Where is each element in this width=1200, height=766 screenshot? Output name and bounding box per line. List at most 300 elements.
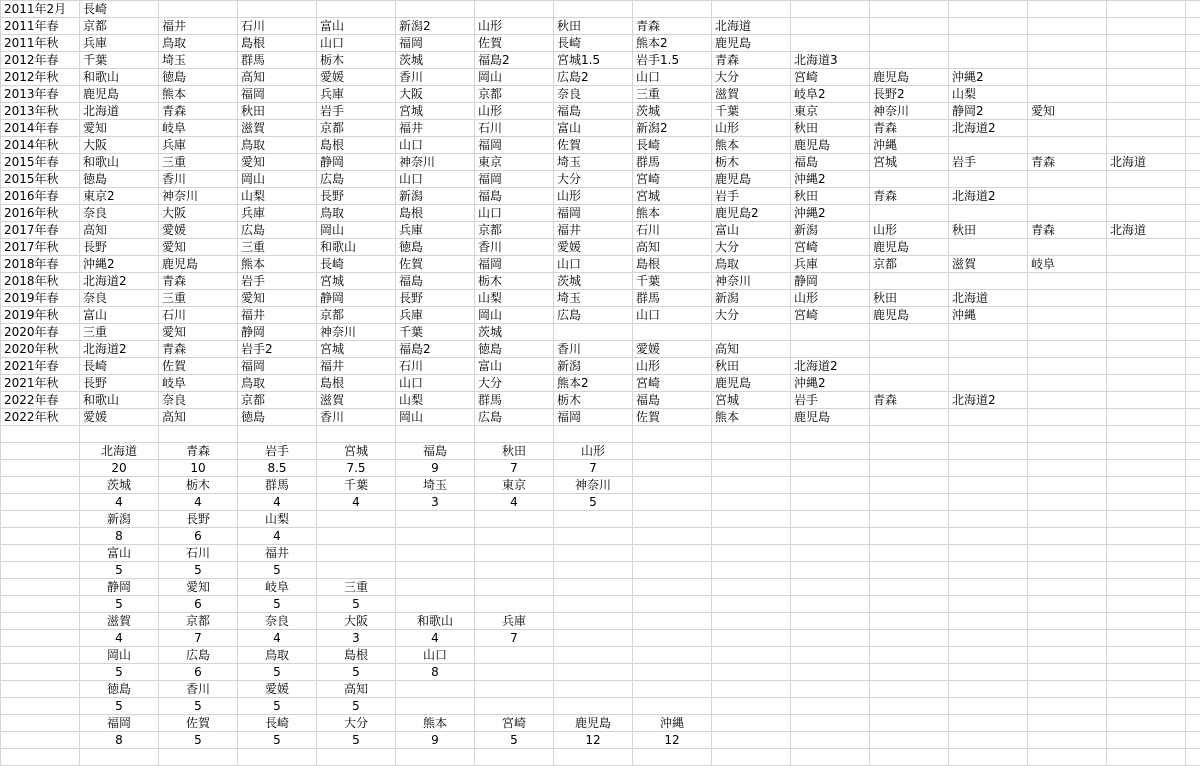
sheet-cell[interactable]: 福岡 (475, 171, 554, 188)
sheet-cell[interactable]: 岐阜2 (791, 86, 870, 103)
term-cell[interactable] (1, 715, 80, 732)
sheet-cell[interactable] (475, 545, 554, 562)
sheet-cell[interactable]: 大阪 (317, 613, 396, 630)
sheet-cell[interactable] (949, 443, 1028, 460)
sheet-cell[interactable] (1186, 477, 1200, 494)
sheet-cell[interactable]: 茨城 (396, 52, 475, 69)
sheet-cell[interactable] (870, 443, 949, 460)
sheet-cell[interactable]: 青森 (870, 392, 949, 409)
sheet-cell[interactable] (870, 698, 949, 715)
sheet-cell[interactable] (238, 749, 317, 766)
sheet-cell[interactable]: 沖縄2 (80, 256, 159, 273)
sheet-cell[interactable]: 北海道 (712, 18, 791, 35)
sheet-cell[interactable] (791, 613, 870, 630)
sheet-cell[interactable] (317, 545, 396, 562)
sheet-cell[interactable] (633, 698, 712, 715)
sheet-cell[interactable]: 7 (475, 630, 554, 647)
sheet-cell[interactable]: 8 (80, 528, 159, 545)
term-cell[interactable] (1, 579, 80, 596)
sheet-cell[interactable] (475, 1, 554, 18)
term-cell[interactable] (1, 596, 80, 613)
sheet-cell[interactable]: 鹿児島 (159, 256, 238, 273)
sheet-cell[interactable]: 青森 (712, 52, 791, 69)
sheet-cell[interactable]: 埼玉 (159, 52, 238, 69)
sheet-cell[interactable]: 三重 (159, 290, 238, 307)
sheet-cell[interactable]: 宮崎 (791, 307, 870, 324)
sheet-cell[interactable] (949, 137, 1028, 154)
sheet-cell[interactable]: 愛知 (1028, 103, 1107, 120)
sheet-cell[interactable]: 20 (80, 460, 159, 477)
sheet-cell[interactable]: 徳島 (396, 239, 475, 256)
sheet-cell[interactable]: 北海道2 (80, 273, 159, 290)
sheet-cell[interactable]: 埼玉 (396, 477, 475, 494)
sheet-cell[interactable] (633, 443, 712, 460)
sheet-cell[interactable]: 滋賀 (317, 392, 396, 409)
sheet-cell[interactable] (949, 698, 1028, 715)
sheet-cell[interactable] (554, 511, 633, 528)
sheet-cell[interactable] (1028, 18, 1107, 35)
sheet-cell[interactable] (791, 630, 870, 647)
sheet-cell[interactable]: 愛知 (159, 239, 238, 256)
sheet-cell[interactable]: 4 (80, 494, 159, 511)
sheet-cell[interactable] (554, 664, 633, 681)
sheet-cell[interactable]: 兵庫 (396, 222, 475, 239)
sheet-cell[interactable] (317, 528, 396, 545)
sheet-cell[interactable] (80, 426, 159, 443)
sheet-cell[interactable] (1107, 375, 1186, 392)
sheet-cell[interactable] (1028, 664, 1107, 681)
sheet-cell[interactable] (1186, 715, 1200, 732)
sheet-cell[interactable] (80, 749, 159, 766)
sheet-cell[interactable] (791, 494, 870, 511)
sheet-cell[interactable] (870, 18, 949, 35)
sheet-cell[interactable] (712, 1, 791, 18)
sheet-cell[interactable] (949, 749, 1028, 766)
sheet-cell[interactable]: 兵庫 (396, 307, 475, 324)
sheet-cell[interactable]: 5 (80, 664, 159, 681)
sheet-cell[interactable] (1107, 188, 1186, 205)
sheet-cell[interactable] (1028, 341, 1107, 358)
sheet-cell[interactable] (1107, 647, 1186, 664)
sheet-cell[interactable]: 山口 (396, 375, 475, 392)
sheet-cell[interactable] (633, 579, 712, 596)
sheet-cell[interactable]: 石川 (159, 545, 238, 562)
sheet-cell[interactable]: 福井 (159, 18, 238, 35)
sheet-cell[interactable]: 4 (238, 494, 317, 511)
sheet-cell[interactable]: 青森 (1028, 222, 1107, 239)
sheet-cell[interactable]: 栃木 (159, 477, 238, 494)
sheet-cell[interactable]: 島根 (317, 137, 396, 154)
sheet-cell[interactable]: 熊本 (159, 86, 238, 103)
sheet-cell[interactable]: 富山 (475, 358, 554, 375)
term-cell[interactable]: 2012年春 (1, 52, 80, 69)
sheet-cell[interactable] (396, 562, 475, 579)
sheet-cell[interactable] (949, 358, 1028, 375)
sheet-cell[interactable]: 京都 (238, 392, 317, 409)
sheet-cell[interactable]: 千葉 (712, 103, 791, 120)
sheet-cell[interactable]: 富山 (80, 545, 159, 562)
sheet-cell[interactable] (1186, 290, 1200, 307)
sheet-cell[interactable] (791, 426, 870, 443)
sheet-cell[interactable] (1028, 205, 1107, 222)
sheet-cell[interactable] (949, 18, 1028, 35)
term-cell[interactable]: 2016年秋 (1, 205, 80, 222)
sheet-cell[interactable]: 京都 (475, 86, 554, 103)
sheet-cell[interactable]: 静岡 (317, 290, 396, 307)
sheet-cell[interactable]: 京都 (317, 120, 396, 137)
sheet-cell[interactable] (712, 494, 791, 511)
sheet-cell[interactable] (1186, 205, 1200, 222)
sheet-cell[interactable]: 5 (159, 562, 238, 579)
sheet-cell[interactable]: 山梨 (396, 392, 475, 409)
sheet-cell[interactable] (949, 613, 1028, 630)
sheet-cell[interactable]: 長崎 (80, 1, 159, 18)
sheet-cell[interactable] (791, 460, 870, 477)
sheet-cell[interactable]: 奈良 (80, 290, 159, 307)
sheet-cell[interactable]: 宮城 (633, 188, 712, 205)
sheet-cell[interactable] (949, 52, 1028, 69)
sheet-cell[interactable] (949, 239, 1028, 256)
sheet-cell[interactable]: 4 (159, 494, 238, 511)
sheet-cell[interactable] (1107, 307, 1186, 324)
sheet-cell[interactable]: 山口 (396, 647, 475, 664)
sheet-cell[interactable]: 和歌山 (80, 69, 159, 86)
sheet-cell[interactable]: 京都 (475, 222, 554, 239)
sheet-cell[interactable] (870, 171, 949, 188)
sheet-cell[interactable] (633, 630, 712, 647)
sheet-cell[interactable]: 群馬 (633, 154, 712, 171)
sheet-cell[interactable]: 北海道 (80, 443, 159, 460)
sheet-cell[interactable]: 佐賀 (396, 256, 475, 273)
sheet-cell[interactable] (870, 562, 949, 579)
sheet-cell[interactable] (1028, 715, 1107, 732)
sheet-cell[interactable] (949, 562, 1028, 579)
sheet-cell[interactable] (1107, 120, 1186, 137)
sheet-cell[interactable]: 4 (475, 494, 554, 511)
sheet-cell[interactable] (791, 545, 870, 562)
sheet-cell[interactable]: 5 (80, 698, 159, 715)
sheet-cell[interactable] (396, 511, 475, 528)
sheet-cell[interactable] (791, 324, 870, 341)
sheet-cell[interactable]: 京都 (870, 256, 949, 273)
sheet-cell[interactable] (712, 426, 791, 443)
sheet-cell[interactable]: 福岡 (238, 86, 317, 103)
sheet-cell[interactable]: 宮城 (396, 103, 475, 120)
sheet-cell[interactable]: 神奈川 (712, 273, 791, 290)
term-cell[interactable] (1, 545, 80, 562)
sheet-cell[interactable] (633, 426, 712, 443)
sheet-cell[interactable] (949, 409, 1028, 426)
sheet-cell[interactable] (1107, 749, 1186, 766)
sheet-cell[interactable]: 新潟 (791, 222, 870, 239)
sheet-cell[interactable] (870, 732, 949, 749)
sheet-cell[interactable] (712, 681, 791, 698)
sheet-cell[interactable]: 香川 (475, 239, 554, 256)
term-cell[interactable]: 2014年秋 (1, 137, 80, 154)
sheet-cell[interactable]: 福井 (238, 545, 317, 562)
sheet-cell[interactable] (870, 375, 949, 392)
sheet-cell[interactable]: 広島 (159, 647, 238, 664)
sheet-cell[interactable]: 沖縄 (633, 715, 712, 732)
sheet-cell[interactable]: 4 (317, 494, 396, 511)
sheet-cell[interactable] (475, 681, 554, 698)
sheet-cell[interactable]: 4 (396, 630, 475, 647)
sheet-cell[interactable]: 熊本 (712, 409, 791, 426)
sheet-cell[interactable]: 徳島 (159, 69, 238, 86)
sheet-cell[interactable]: 長崎 (633, 137, 712, 154)
sheet-cell[interactable]: 福島2 (475, 52, 554, 69)
term-cell[interactable]: 2018年春 (1, 256, 80, 273)
sheet-cell[interactable]: 長野 (317, 188, 396, 205)
sheet-cell[interactable] (1107, 392, 1186, 409)
sheet-cell[interactable] (159, 426, 238, 443)
sheet-cell[interactable]: 愛媛 (238, 681, 317, 698)
sheet-cell[interactable]: 山口 (633, 307, 712, 324)
sheet-cell[interactable]: 宮崎 (633, 171, 712, 188)
term-cell[interactable] (1, 443, 80, 460)
sheet-cell[interactable]: 福島 (396, 443, 475, 460)
sheet-cell[interactable]: 新潟 (396, 188, 475, 205)
sheet-cell[interactable] (475, 749, 554, 766)
sheet-cell[interactable]: 6 (159, 664, 238, 681)
sheet-cell[interactable]: 広島 (554, 307, 633, 324)
sheet-cell[interactable]: 静岡2 (949, 103, 1028, 120)
term-cell[interactable]: 2012年秋 (1, 69, 80, 86)
sheet-cell[interactable]: 佐賀 (554, 137, 633, 154)
sheet-cell[interactable]: 宮崎 (791, 239, 870, 256)
sheet-cell[interactable] (1028, 188, 1107, 205)
sheet-cell[interactable]: 京都 (317, 307, 396, 324)
sheet-cell[interactable]: 7.5 (317, 460, 396, 477)
sheet-cell[interactable] (1028, 290, 1107, 307)
sheet-cell[interactable]: 4 (238, 528, 317, 545)
sheet-cell[interactable]: 青森 (1028, 154, 1107, 171)
term-cell[interactable]: 2015年秋 (1, 171, 80, 188)
sheet-cell[interactable]: 栃木 (712, 154, 791, 171)
sheet-cell[interactable]: 秋田 (791, 188, 870, 205)
sheet-cell[interactable]: 石川 (396, 358, 475, 375)
sheet-cell[interactable] (870, 579, 949, 596)
sheet-cell[interactable] (1107, 732, 1186, 749)
sheet-cell[interactable] (1186, 698, 1200, 715)
sheet-cell[interactable]: 北海道 (949, 290, 1028, 307)
sheet-cell[interactable]: 熊本 (238, 256, 317, 273)
sheet-cell[interactable]: 静岡 (317, 154, 396, 171)
sheet-cell[interactable] (554, 1, 633, 18)
sheet-cell[interactable] (1107, 1, 1186, 18)
sheet-cell[interactable] (1186, 375, 1200, 392)
sheet-cell[interactable] (1107, 256, 1186, 273)
sheet-cell[interactable] (1107, 613, 1186, 630)
sheet-cell[interactable] (870, 647, 949, 664)
term-cell[interactable]: 2015年春 (1, 154, 80, 171)
sheet-cell[interactable]: 大分 (554, 171, 633, 188)
term-cell[interactable] (1, 698, 80, 715)
sheet-cell[interactable]: 福島 (791, 154, 870, 171)
sheet-cell[interactable] (712, 579, 791, 596)
sheet-cell[interactable]: 岩手 (238, 443, 317, 460)
sheet-cell[interactable]: 熊本 (633, 205, 712, 222)
sheet-cell[interactable]: 三重 (633, 86, 712, 103)
sheet-cell[interactable]: 福島 (396, 273, 475, 290)
sheet-cell[interactable] (791, 477, 870, 494)
sheet-cell[interactable] (870, 35, 949, 52)
sheet-cell[interactable]: 愛知 (159, 579, 238, 596)
sheet-cell[interactable]: 千葉 (633, 273, 712, 290)
sheet-cell[interactable] (1186, 664, 1200, 681)
sheet-cell[interactable] (633, 596, 712, 613)
sheet-cell[interactable] (791, 749, 870, 766)
sheet-cell[interactable]: 香川 (554, 341, 633, 358)
sheet-cell[interactable] (1186, 409, 1200, 426)
sheet-cell[interactable] (554, 698, 633, 715)
sheet-cell[interactable] (1186, 630, 1200, 647)
sheet-cell[interactable] (1028, 375, 1107, 392)
sheet-cell[interactable] (1186, 86, 1200, 103)
sheet-cell[interactable]: 新潟2 (633, 120, 712, 137)
sheet-cell[interactable] (1107, 69, 1186, 86)
sheet-cell[interactable]: 6 (159, 528, 238, 545)
sheet-cell[interactable]: 福井 (317, 358, 396, 375)
sheet-cell[interactable] (1028, 494, 1107, 511)
sheet-cell[interactable] (554, 630, 633, 647)
sheet-cell[interactable]: 新潟 (80, 511, 159, 528)
sheet-cell[interactable] (949, 715, 1028, 732)
sheet-cell[interactable]: 三重 (238, 239, 317, 256)
sheet-cell[interactable]: 宮崎 (475, 715, 554, 732)
sheet-cell[interactable]: 鳥取 (317, 205, 396, 222)
sheet-cell[interactable] (949, 205, 1028, 222)
sheet-cell[interactable] (317, 749, 396, 766)
sheet-cell[interactable] (1186, 222, 1200, 239)
sheet-cell[interactable]: 佐賀 (633, 409, 712, 426)
sheet-cell[interactable] (317, 1, 396, 18)
sheet-cell[interactable]: 山口 (475, 205, 554, 222)
sheet-cell[interactable] (949, 732, 1028, 749)
sheet-cell[interactable] (1107, 562, 1186, 579)
sheet-cell[interactable]: 埼玉 (554, 290, 633, 307)
sheet-cell[interactable]: 栃木 (554, 392, 633, 409)
sheet-cell[interactable] (633, 664, 712, 681)
sheet-cell[interactable]: 三重 (317, 579, 396, 596)
sheet-cell[interactable] (396, 579, 475, 596)
sheet-cell[interactable] (1107, 35, 1186, 52)
sheet-cell[interactable]: 鹿児島 (870, 307, 949, 324)
sheet-cell[interactable]: 6 (159, 596, 238, 613)
sheet-cell[interactable] (1186, 154, 1200, 171)
sheet-cell[interactable]: 岩手2 (238, 341, 317, 358)
sheet-cell[interactable]: 愛媛 (554, 239, 633, 256)
sheet-cell[interactable] (870, 596, 949, 613)
sheet-cell[interactable]: 青森 (633, 18, 712, 35)
sheet-cell[interactable]: 石川 (159, 307, 238, 324)
sheet-cell[interactable] (396, 1, 475, 18)
sheet-cell[interactable] (949, 477, 1028, 494)
sheet-cell[interactable] (1028, 443, 1107, 460)
sheet-cell[interactable]: 北海道2 (949, 188, 1028, 205)
sheet-cell[interactable]: 富山 (712, 222, 791, 239)
sheet-cell[interactable]: 青森 (870, 120, 949, 137)
sheet-cell[interactable]: 7 (159, 630, 238, 647)
sheet-cell[interactable] (870, 426, 949, 443)
sheet-cell[interactable]: 山梨 (238, 511, 317, 528)
term-cell[interactable] (1, 494, 80, 511)
sheet-cell[interactable]: 9 (396, 460, 475, 477)
sheet-cell[interactable]: 新潟2 (396, 18, 475, 35)
sheet-cell[interactable]: 長野 (80, 375, 159, 392)
sheet-cell[interactable] (791, 35, 870, 52)
sheet-cell[interactable]: 秋田 (712, 358, 791, 375)
sheet-cell[interactable]: 大阪 (159, 205, 238, 222)
sheet-cell[interactable] (1186, 613, 1200, 630)
sheet-cell[interactable] (1028, 273, 1107, 290)
sheet-cell[interactable] (791, 596, 870, 613)
sheet-cell[interactable] (238, 1, 317, 18)
sheet-cell[interactable]: 5 (238, 562, 317, 579)
sheet-cell[interactable] (870, 324, 949, 341)
sheet-cell[interactable]: 千葉 (80, 52, 159, 69)
sheet-cell[interactable] (1028, 647, 1107, 664)
sheet-cell[interactable] (870, 460, 949, 477)
sheet-cell[interactable] (949, 579, 1028, 596)
sheet-cell[interactable]: 三重 (80, 324, 159, 341)
sheet-cell[interactable] (317, 426, 396, 443)
sheet-cell[interactable]: 愛媛 (159, 222, 238, 239)
sheet-cell[interactable]: 宮崎 (633, 375, 712, 392)
sheet-cell[interactable] (554, 528, 633, 545)
sheet-cell[interactable] (1186, 35, 1200, 52)
sheet-cell[interactable]: 徳島 (80, 171, 159, 188)
sheet-cell[interactable] (1107, 443, 1186, 460)
sheet-cell[interactable] (1028, 613, 1107, 630)
sheet-cell[interactable]: 鳥取 (238, 375, 317, 392)
sheet-cell[interactable] (791, 511, 870, 528)
sheet-cell[interactable]: 岩手 (712, 188, 791, 205)
sheet-cell[interactable] (396, 596, 475, 613)
sheet-cell[interactable]: 宮城1.5 (554, 52, 633, 69)
sheet-cell[interactable] (554, 596, 633, 613)
sheet-cell[interactable] (1107, 664, 1186, 681)
sheet-cell[interactable] (712, 562, 791, 579)
sheet-cell[interactable] (870, 477, 949, 494)
sheet-cell[interactable]: 岩手 (949, 154, 1028, 171)
sheet-cell[interactable] (1028, 35, 1107, 52)
sheet-cell[interactable] (870, 749, 949, 766)
sheet-cell[interactable]: 秋田 (238, 103, 317, 120)
sheet-cell[interactable] (949, 426, 1028, 443)
sheet-cell[interactable] (633, 511, 712, 528)
sheet-cell[interactable]: 沖縄2 (791, 205, 870, 222)
sheet-cell[interactable] (1028, 137, 1107, 154)
sheet-cell[interactable]: 宮城 (712, 392, 791, 409)
sheet-cell[interactable]: 長野 (80, 239, 159, 256)
sheet-cell[interactable]: 奈良 (80, 205, 159, 222)
sheet-cell[interactable]: 長野2 (870, 86, 949, 103)
sheet-cell[interactable] (1186, 341, 1200, 358)
sheet-cell[interactable]: 沖縄 (870, 137, 949, 154)
sheet-cell[interactable] (1028, 52, 1107, 69)
sheet-cell[interactable] (1107, 358, 1186, 375)
sheet-cell[interactable]: 愛知 (238, 290, 317, 307)
sheet-cell[interactable] (791, 1, 870, 18)
sheet-cell[interactable] (554, 324, 633, 341)
sheet-cell[interactable] (1107, 409, 1186, 426)
sheet-cell[interactable]: 5 (238, 732, 317, 749)
sheet-cell[interactable]: 岡山 (475, 69, 554, 86)
sheet-cell[interactable] (1107, 341, 1186, 358)
sheet-cell[interactable] (712, 630, 791, 647)
sheet-cell[interactable]: 神奈川 (870, 103, 949, 120)
